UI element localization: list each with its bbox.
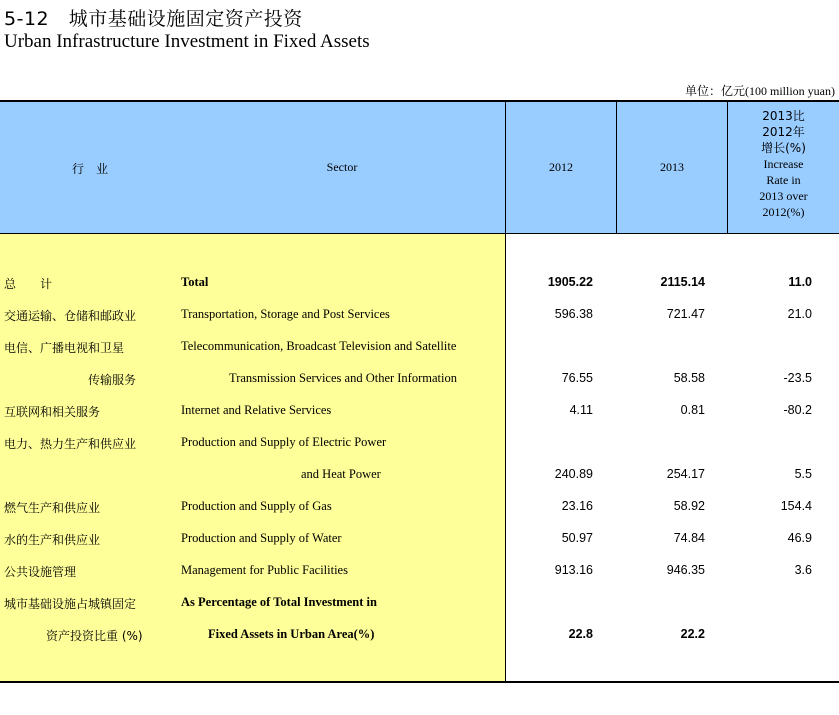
row-label-en: and Heat Power <box>301 467 381 481</box>
table-row <box>0 339 839 359</box>
row-label-en: As Percentage of Total Investment in <box>181 595 377 609</box>
row-label-en: Transportation, Storage and Post Services <box>181 307 390 321</box>
table-row <box>0 435 839 455</box>
value-rate: 5.5 <box>794 467 812 481</box>
header-bottom-rule <box>0 233 839 234</box>
unit-label-en: (100 million yuan) <box>745 84 835 98</box>
table-row <box>0 307 839 327</box>
unit-label-cn: 单位：亿元 <box>684 84 745 98</box>
row-label-en: Management for Public Facilities <box>181 563 348 577</box>
value-2013: 58.92 <box>673 499 705 513</box>
header-2012: 2012 <box>549 160 573 174</box>
value-2013: 946.35 <box>666 563 705 577</box>
row-label-cn: 水的生产和供应业 <box>4 533 101 547</box>
table-row <box>0 403 839 423</box>
row-label-cn: 资产投资比重 (%) <box>46 629 143 643</box>
row-label-cn: 燃气生产和供应业 <box>4 501 101 515</box>
row-label-cn: 公共设施管理 <box>4 565 77 579</box>
value-rate: 21.0 <box>787 307 812 321</box>
row-label-cn: 城市基础设施占城镇固定 <box>4 597 137 611</box>
value-2013: 721.47 <box>666 307 705 321</box>
table-row <box>0 499 839 519</box>
row-label-en: Total <box>181 275 209 289</box>
value-rate: 154.4 <box>780 499 812 513</box>
row-label-cn: 互联网和相关服务 <box>4 405 101 419</box>
value-rate: -23.5 <box>783 371 812 385</box>
unit-label <box>685 82 835 99</box>
table-row <box>0 595 839 615</box>
value-2012: 50.97 <box>561 531 593 545</box>
header-rate-line: 2012(%) <box>762 205 805 219</box>
value-2013: 2115.14 <box>660 275 705 289</box>
row-label-en: Telecommunication, Broadcast Television and Satellite <box>181 339 457 353</box>
table-row <box>0 531 839 551</box>
header-sector-en: Sector <box>326 160 358 174</box>
row-label-cn: 总 计 <box>4 277 53 291</box>
row-label-en: Production and Supply of Electric Power <box>181 435 387 449</box>
value-2012: 23.16 <box>561 499 593 513</box>
header-rate-line: 增长(%) <box>761 141 806 155</box>
value-2013: 254.17 <box>666 467 705 481</box>
value-2013: 0.81 <box>680 403 705 417</box>
value-2012: 913.16 <box>554 563 593 577</box>
value-2013: 58.58 <box>673 371 705 385</box>
value-2013: 74.84 <box>673 531 705 545</box>
value-2013: 22.2 <box>680 627 705 641</box>
value-rate: 3.6 <box>794 563 812 577</box>
header-rate-line: 2012年 <box>762 125 805 139</box>
header-rate-line: 2013比 <box>762 109 805 123</box>
row-label-en: Internet and Relative Services <box>181 403 332 417</box>
row-label-en: Production and Supply of Water <box>181 531 342 545</box>
table-title-cn <box>4 4 303 31</box>
row-label-en: Fixed Assets in Urban Area(%) <box>208 627 375 641</box>
table-row <box>0 627 839 647</box>
value-2012: 22.8 <box>568 627 593 641</box>
table-bottom-rule <box>0 681 839 683</box>
row-label-en: Transmission Services and Other Information <box>229 371 457 385</box>
table-row <box>0 275 839 295</box>
header-sector-cn: 行 业 <box>71 162 108 176</box>
row-label-cn: 电信、广播电视和卫星 <box>4 341 125 355</box>
table-number: 5-12 <box>4 8 50 30</box>
value-rate: -80.2 <box>783 403 812 417</box>
header-rate-line: Rate in <box>766 173 801 187</box>
header-rate-line: 2013 over <box>759 189 808 203</box>
header-rate-line: Increase <box>763 157 804 171</box>
title-cn-text: 城市基础设施固定资产投资 <box>68 8 303 30</box>
value-2012: 240.89 <box>554 467 593 481</box>
row-label-cn: 电力、热力生产和供应业 <box>4 437 137 451</box>
row-label-cn: 传输服务 <box>88 373 137 387</box>
table-row <box>0 467 839 487</box>
value-2012: 1905.22 <box>547 275 593 289</box>
row-label-en: Production and Supply of Gas <box>181 499 332 513</box>
table-row <box>0 563 839 583</box>
table-row <box>0 371 839 391</box>
value-rate: 11.0 <box>788 275 812 289</box>
header-increase-rate <box>728 108 839 220</box>
value-2012: 4.11 <box>569 403 593 417</box>
table-top-rule <box>0 100 839 102</box>
value-rate: 46.9 <box>787 531 812 545</box>
row-label-cn: 交通运输、仓储和邮政业 <box>4 309 137 323</box>
header-2013: 2013 <box>660 160 684 174</box>
value-2012: 596.38 <box>554 307 593 321</box>
value-2012: 76.55 <box>561 371 593 385</box>
table-title-en: Urban Infrastructure Investment in Fixed Assets <box>4 31 370 52</box>
